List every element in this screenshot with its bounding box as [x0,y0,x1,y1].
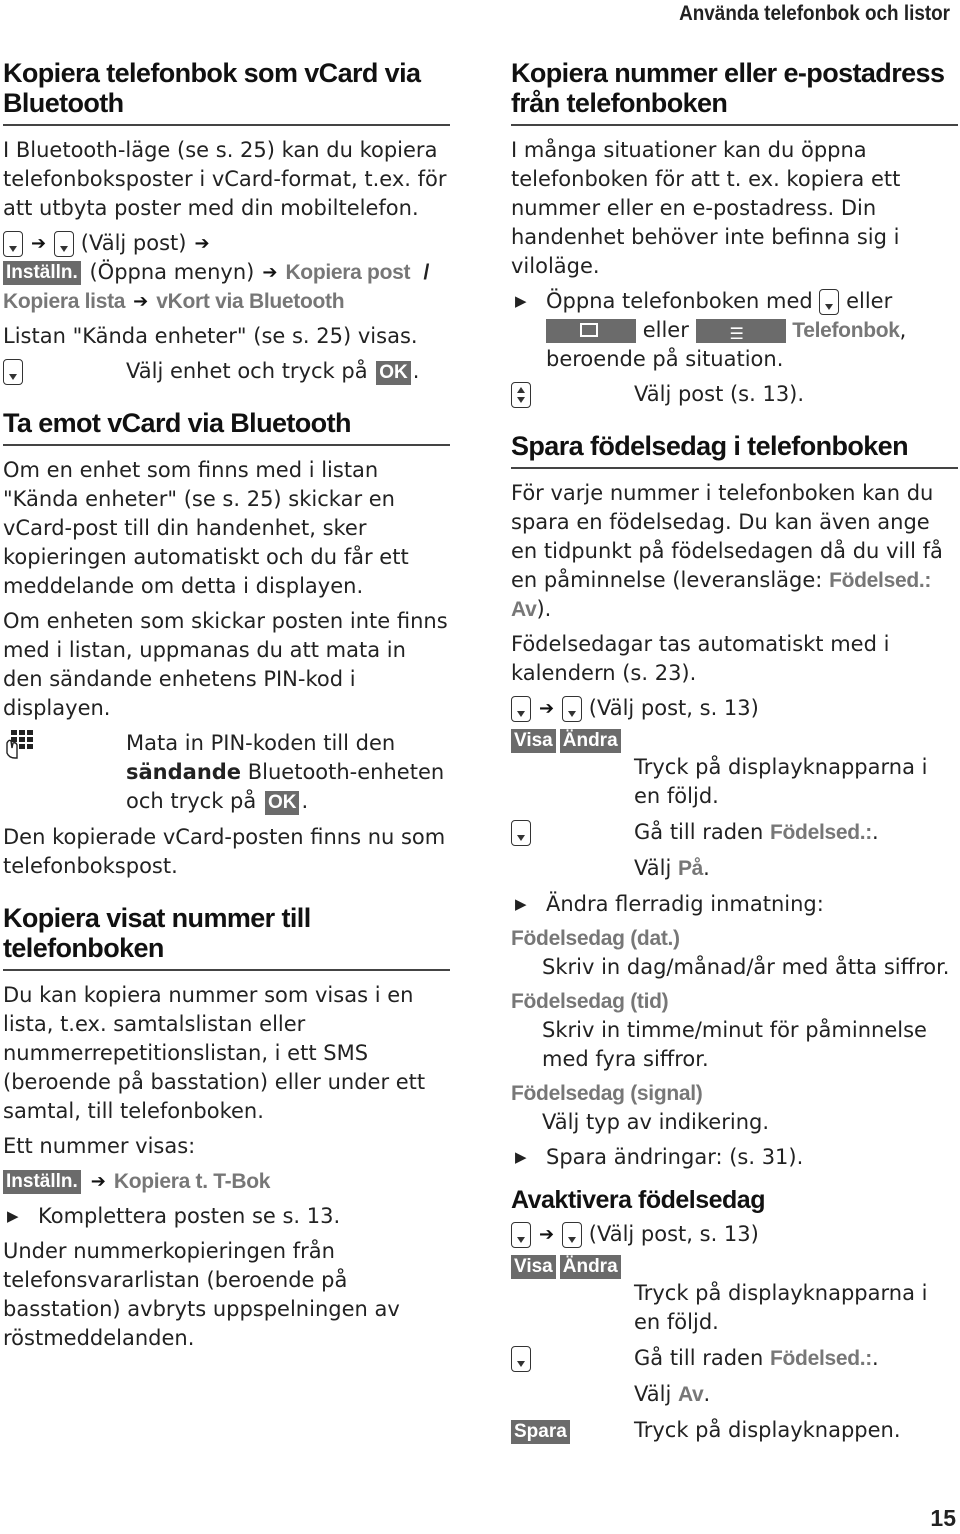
instruction-row [511,854,958,883]
row-text: Tryck på displayknappen. [634,1418,901,1442]
paragraph: Du kan kopiera nummer som visas i en lista, t.ex. samtalslistan eller nummerrepetitionslistan, i ett SMS (beroende på basstation) eller under ett samtal, till telefonboken. [3,983,426,1123]
arrow-icon: ➔ [539,1224,555,1245]
paragraph: Om enheten som skickar posten inte finns med i listan, uppmanas du att mata in den sändande enhetens PIN-kod i displayen. [3,609,448,720]
row-text: Gå till raden [634,1346,764,1370]
display-key-installn: Inställn. [3,1170,81,1194]
menu-item: vKort via Bluetooth [156,290,345,313]
row-text: Bluetooth-enheten och tryck på [126,760,445,813]
instruction-row [511,818,958,847]
field-label: Födelsedag (signal) [511,1082,703,1105]
display-key-spara: Spara [511,1420,570,1444]
arrow-icon: ➔ [262,262,278,283]
running-header: Använda telefonbok och listor [679,2,950,25]
menu-item: Kopiera lista [3,290,126,313]
row-text: Välj post (s. 13). [634,382,805,406]
instruction-row [511,1344,958,1373]
subsection-title: Avaktivera födelsedag [511,1186,765,1214]
triangle-bullet-icon: ▶ [515,292,527,310]
instruction-row [511,753,958,811]
row-text: . [872,1346,879,1370]
bullet-item [3,1202,450,1231]
page-number: 15 [930,1505,956,1531]
instruction-line [3,1167,450,1196]
paragraph: Födelsedagar tas automatiskt med i kalendern (s. 23). [511,632,890,685]
phonebook-key-icon [546,319,636,343]
paragraph: I Bluetooth-läge (se s. 25) kan du kopiera telefonboksposter i vCard-format, t.ex. för att utbyta poster med din mobiltelefon. [3,138,447,220]
paragraph: Om en enhet som finns med i listan "Kända enheter" (se s. 25) skickar en vCard-post till din handenhet, sker kopieringen automatiskt och du får ett meddelande om detta i displayen. [3,458,409,598]
instruction-line [511,729,958,753]
instruction-row [511,1279,958,1337]
step-text: (Öppna menyn) [89,260,255,284]
bullet-text: Öppna telefonboken med [546,289,813,313]
menu-item: På [677,857,704,880]
step-text: (Välj post, s. 13) [588,696,759,720]
menu-item: Kopiera t. T-Bok [113,1170,271,1193]
bullet-text: eller [642,318,689,342]
bullet-text: Spara ändringar: (s. 31). [546,1145,804,1169]
paragraph-text: För varje nummer i telefonboken kan du spara en födelsedag. Du kan även ange en tidpunkt på födelsedagen då du vill få en påminnelse (leveransläge: [511,481,943,592]
menu-item: Kopiera post [285,261,411,284]
row-text: Välj [634,1382,672,1406]
row-text: Mata in PIN-koden till den [126,731,396,755]
menu-item: Telefonbok [792,319,900,342]
nav-key-down-icon [3,231,23,257]
arrow-icon: ➔ [133,291,149,312]
instruction-row [511,380,958,409]
right-column [511,58,958,1452]
display-key-visa: Visa [511,1255,556,1279]
bullet-text: Ändra flerradig inmatning: [546,892,824,916]
display-key-visa: Visa [511,729,556,753]
arrow-icon: ➔ [194,233,210,254]
instruction-line [511,694,958,723]
section-title: Ta emot vCard via Bluetooth [3,408,450,446]
bullet-text: eller [846,289,893,313]
row-text: . [872,820,879,844]
section-title: Kopiera telefonbok som vCard via Bluetooth [3,58,450,126]
paragraph: I många situationer kan du öppna telefonboken för att t. ex. kopiera ett nummer eller en e-postadress. Din handenhet behöver inte befinna sig i viloläge. [511,138,901,278]
step-text: (Välj post) [80,231,187,255]
row-text: . [703,856,710,880]
bullet-item [511,1143,958,1172]
arrow-icon: ➔ [90,1171,106,1192]
paragraph: Under nummerkopieringen från telefonsvararlistan (beroende på basstation) avbryts uppspelningen av röstmeddelanden. [3,1239,400,1350]
instruction-row [511,1416,958,1445]
arrow-icon: ➔ [539,698,555,719]
field-description: Skriv in timme/minut för påminnelse med fyra siffror. [542,1018,927,1071]
instruction-line [3,229,450,258]
row-text: Tryck på displayknapparna i en följd. [634,1281,928,1334]
instruction-row: Välj enhet och tryck på OK . [3,357,450,386]
row-text-bold: sändande [126,760,242,784]
nav-key-down-icon [54,231,74,257]
instruction-line [511,1220,958,1249]
arrow-icon: ➔ [31,233,47,254]
display-key-andra: Ändra [560,729,621,753]
paragraph-text: ). [536,597,552,621]
instruction-row: Mata in PIN-koden till den sändande Bluetooth-enheten och tryck på OK . [3,729,450,816]
bullet-item [511,890,958,919]
menu-item: Födelsed.: [769,821,872,844]
nav-key-down-icon [511,696,531,722]
row-text: Välj enhet och tryck på [126,359,368,383]
field-description: Skriv in dag/månad/år med åtta siffror. [542,955,950,979]
left-column [3,58,450,1359]
paragraph: Listan "Kända enheter" (se s. 25) visas. [3,324,418,348]
triangle-bullet-icon: ▶ [515,1148,527,1166]
nav-key-down-icon [3,359,23,385]
paragraph [511,479,958,624]
step-text: (Välj post, s. 13) [588,1222,759,1246]
menu-item: Födelsed.: [769,1347,872,1370]
field-label: Födelsedag (dat.) [511,927,680,950]
nav-key-down-icon [562,1222,582,1248]
paragraph: Den kopierade vCard-posten finns nu som telefonbokspost. [3,825,446,878]
triangle-bullet-icon: ▶ [7,1207,19,1225]
keypad-icon [3,729,35,759]
row-text: . [703,1382,711,1406]
display-key-ok: OK [376,361,411,385]
instruction-line [511,1255,958,1279]
instruction-row [511,1380,958,1409]
section-title: Spara födelsedag i telefonboken [511,431,958,469]
display-key-ok: OK [265,791,300,815]
section-title: Kopiera nummer eller e-postadress från telefonboken [511,58,958,126]
nav-key-updown-icon [511,382,531,408]
section-title: Kopiera visat nummer till telefonboken [3,903,450,971]
bullet-item [511,287,958,374]
bullet-text: , beroende på situation. [546,318,907,371]
field-description: Välj typ av indikering. [542,1110,770,1134]
row-text: Tryck på displayknapparna i en följd. [634,755,928,808]
nav-key-down-icon [562,696,582,722]
menu-item: Födelsed.: Av [511,569,932,621]
instruction-line [3,287,450,316]
field-label: Födelsedag (tid) [511,990,669,1013]
bullet-text: Komplettera posten se s. 13. [38,1204,341,1228]
menu-item: Av [677,1383,704,1406]
triangle-bullet-icon: ▶ [515,895,527,913]
display-key-installn: Inställn. [3,261,81,285]
menu-key-icon [696,319,786,343]
row-text: Gå till raden [634,820,764,844]
menu-separator: / [423,261,430,284]
display-key-andra: Ändra [560,1255,621,1279]
paragraph: Ett nummer visas: [3,1134,196,1158]
nav-key-down-icon [819,289,839,315]
nav-key-down-icon [511,1222,531,1248]
nav-key-down-icon [511,1346,531,1372]
instruction-line [3,258,450,287]
nav-key-down-icon [511,820,531,846]
row-text: Välj [634,856,672,880]
